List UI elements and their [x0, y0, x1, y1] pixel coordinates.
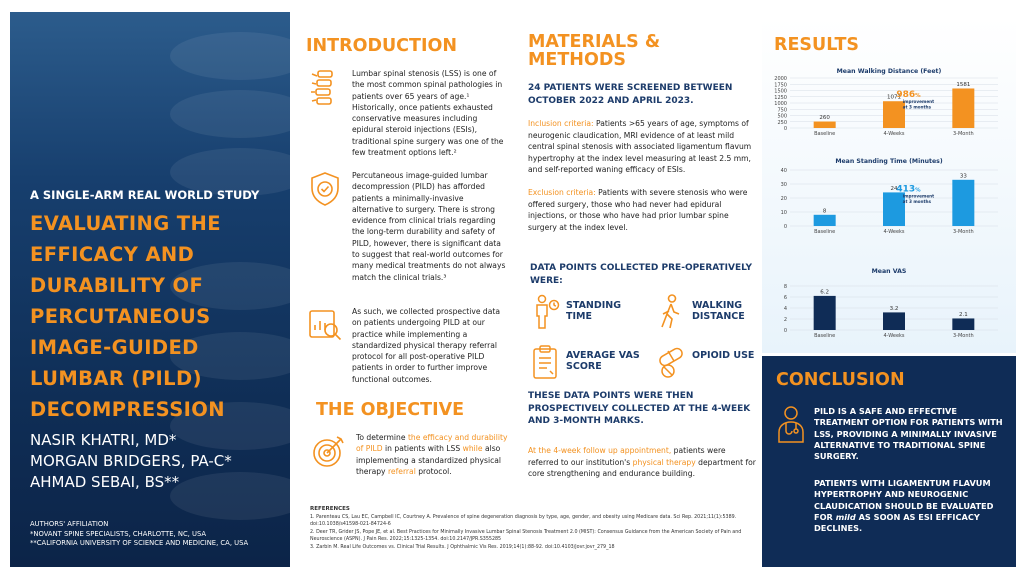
methods-heading — [528, 33, 660, 69]
title-panel — [10, 12, 290, 567]
title-line: DURABILITY OF — [30, 274, 204, 297]
exclusion-text: Patients with severe stenosis who were offered surgery, those who had never had epidural injections, or those who have had prior lumbar spine surgery at the index level. — [528, 188, 748, 232]
methods-heading-line: METHODS — [528, 50, 626, 70]
follow-up-highlight: physical therapy — [632, 457, 696, 467]
y-tick-label: 40 — [780, 168, 787, 174]
author: NASIR KHATRI, MD* — [30, 431, 177, 449]
intro-paragraph: Percutaneous image-guided lumbar decompression (PILD) has afforded patients a minimally-invasive alternative to surgery. There is strong evidence from clinical trials regarding the long-term durability and safety of PILD, however, there is significant data to suggest that real-world outcomes for many medical treatments do not always match the clinical trials.³ — [352, 171, 506, 282]
conclusion-paragraph — [814, 478, 1010, 534]
y-tick-label: 0 — [783, 224, 787, 230]
y-tick-label: 0 — [783, 126, 787, 132]
annotation-value: 413% — [896, 184, 921, 195]
objective-heading: THE OBJECTIVE — [316, 400, 465, 420]
y-tick-label: 1750 — [774, 82, 787, 89]
y-tick-label: 10 — [780, 210, 787, 216]
y-tick-label: 4 — [783, 306, 787, 312]
objective-block — [310, 432, 510, 492]
y-tick-label: 30 — [780, 182, 787, 188]
follow-up-highlight: At the 4-week follow up appointment, — [528, 446, 672, 455]
objective-text-part: To determine — [356, 433, 408, 442]
data-point-label: STANDING TIME — [566, 300, 622, 322]
x-tick-label: 4-Weeks — [883, 229, 905, 235]
x-tick-label: 3-Month — [952, 131, 974, 137]
conclusion-emphasis: mild — [835, 511, 856, 522]
y-tick-label: 1250 — [774, 94, 787, 101]
objective-text — [356, 432, 510, 477]
objective-text-part: in patients with LSS — [382, 444, 463, 454]
y-tick-label: 0 — [783, 328, 787, 334]
data-label: 2.1 — [958, 311, 968, 318]
introduction-heading: INTRODUCTION — [306, 36, 457, 56]
y-tick-label: 1000 — [774, 101, 787, 107]
x-tick-label: 3-Month — [952, 229, 974, 235]
data-points-heading: DATA POINTS COLLECTED PRE-OPERATIVELY WERE: — [530, 263, 752, 286]
intro-block — [306, 170, 506, 300]
follow-up-text-part: department for core strengthening and endurance building. — [528, 457, 756, 478]
data-label: 8 — [822, 208, 827, 215]
screening-statement: 24 PATIENTS WERE SCREENED BETWEEN OCTOBER 2022 AND APRIL 2023. — [528, 83, 733, 106]
reference-item: 1. Parenteau CS, Lau EC, Campbell IC, Courtney A. Prevalence of spine degeneration diagnosis by type, age, gender, and obesity using Medicare data. Sci Rep. 2021;11(1):5389. doi:10.1038/s41598-021-84724-6 — [310, 514, 737, 528]
data-label: 260 — [819, 115, 830, 121]
y-tick-label: 500 — [777, 113, 787, 120]
follow-up-text-part: patients were referred to our institution's — [528, 446, 726, 467]
references-title: REFERENCES — [310, 506, 350, 512]
data-label: 1071 — [887, 94, 901, 101]
data-point-opioid — [656, 344, 766, 384]
title-line: IMAGE-GUIDED — [30, 336, 199, 359]
spine-icon — [306, 68, 344, 106]
data-label: 24 — [890, 185, 898, 192]
results-heading: RESULTS — [774, 35, 860, 55]
title-line: EVALUATING THE — [30, 212, 221, 235]
conclusion-paragraph: PILD IS A SAFE AND EFFECTIVE TREATMENT OPTION FOR PATIENTS WITH LSS, PROVIDING A MINIMALLY INVASIVE ALTERNATIVE TO TRADITIONAL SPINE SURGERY. — [814, 406, 1003, 462]
x-tick-label: Baseline — [814, 229, 836, 235]
authors — [30, 430, 232, 493]
walking-distance-chart — [762, 64, 1016, 150]
standing-person-icon — [530, 294, 560, 330]
reference-item: 3. Zarbin M. Real Life Outcomes vs. Clinical Trial Results. J Ophthalmic Vis Res. 2019;14(1):88-92. doi:10.4103/jovr.jovr_279_18 — [310, 544, 615, 550]
affiliation-line: *NOVANT SPINE SPECIALISTS, CHARLOTTE, NC, USA — [30, 529, 207, 538]
data-label: 3.2 — [889, 305, 899, 312]
data-label: 1581 — [956, 81, 971, 88]
y-tick-label: 2 — [783, 317, 787, 323]
y-tick-label: 250 — [777, 119, 787, 126]
annotation-value: 986% — [896, 90, 921, 100]
objective-text-part: also implementing a standardized physical therapy — [356, 444, 502, 476]
objective-highlight: referral — [387, 466, 416, 476]
doctor-icon — [776, 404, 806, 444]
data-analysis-icon — [306, 306, 344, 344]
y-tick-label: 1500 — [774, 88, 787, 95]
affiliation-line: **CALIFORNIA UNIVERSITY OF SCIENCE AND MEDICINE, CA, USA — [30, 539, 249, 547]
title-line: PERCUTANEOUS — [30, 305, 211, 328]
shield-check-icon — [306, 170, 344, 208]
pill-icon — [656, 344, 686, 380]
inclusion-criteria — [528, 118, 756, 176]
x-tick-label: 4-Weeks — [883, 131, 905, 137]
y-tick-label: 2000 — [774, 76, 787, 82]
data-point-label: OPIOID USE — [692, 350, 755, 361]
target-icon — [310, 432, 348, 470]
spine-shape — [170, 32, 290, 80]
data-point-walking — [656, 294, 766, 334]
annotation-text: at 3 months — [902, 104, 932, 110]
bar — [952, 180, 974, 226]
title-line: LUMBAR (PILD) — [30, 367, 202, 390]
bar — [814, 122, 836, 129]
poster-title — [30, 208, 285, 425]
chart-title: Mean VAS — [871, 268, 907, 275]
objective-text-part: protocol. — [415, 466, 452, 476]
data-point-label: AVERAGE VAS SCORE — [566, 350, 640, 372]
collection-statement: THESE DATA POINTS WERE THEN PROSPECTIVELY COLLECTED AT THE 4-WEEK AND 3-MONTH MARKS. — [528, 391, 751, 426]
conclusion-text-part: PATIENTS WITH LIGAMENTUM FLAVUM HYPERTROPHY AND NEUROGENIC CLAUDICATION SHOULD BE EVALUATED FOR — [814, 478, 994, 522]
bar — [952, 88, 974, 128]
affiliation — [30, 520, 248, 549]
objective-highlight: the efficacy and durability of PILD — [356, 433, 508, 454]
intro-paragraph: Lumbar spinal stenosis (LSS) is one of the most common spinal pathologies in patients over 65 years of age.¹ Historically, once patients exhausted conservative measures including epidural steroid injections (ESIs), traditional spine surgery was one of the few treatment options left.² — [352, 69, 504, 158]
title-line: EFFICACY AND — [30, 243, 195, 266]
y-tick-label: 8 — [783, 284, 787, 290]
bar — [952, 318, 974, 330]
annotation-text: at 3 months — [902, 198, 932, 204]
follow-up-text — [528, 445, 758, 480]
author: MORGAN BRIDGERS, PA-C* — [30, 452, 232, 470]
annotation-text: improvement — [902, 99, 935, 104]
conclusion-text-part: AS SOON AS ESI EFFICACY DECLINES. — [814, 511, 980, 534]
x-tick-label: Baseline — [814, 131, 836, 137]
objective-highlight: while — [462, 444, 483, 454]
intro-paragraph: As such, we collected prospective data on patients undergoing PILD at our practice while implementing a standardized physical therapy referral protocol for all post-operative PILD patients in order to further improve functional outcomes. — [352, 307, 501, 384]
walking-person-icon — [656, 294, 686, 330]
x-tick-label: 4-Weeks — [883, 333, 905, 339]
chart-title: Mean Standing Time (Minutes) — [835, 158, 943, 165]
clipboard-icon — [530, 344, 560, 380]
reference-item: 2. Deer TR, Grider JS, Pope JE, et al. Best Practices for Minimally Invasive Lumbar Spinal Stenosis Treatment 2.0 (MIST): Consensus Guidance from the American Society of Pain and Neuroscience (ASPN). J Pain Res. 2022;15:1325-1354. doi:10.2147/JPR.S355285 — [310, 529, 742, 543]
y-tick-label: 20 — [780, 196, 787, 202]
data-label: 33 — [959, 173, 967, 180]
study-subtitle: A SINGLE-ARM REAL WORLD STUDY — [30, 188, 260, 202]
exclusion-label: Exclusion criteria: — [528, 188, 596, 197]
chart-title: Mean Walking Distance (Feet) — [836, 68, 942, 75]
affiliation-heading: AUTHORS' AFFILIATION — [30, 520, 109, 528]
intro-block — [306, 68, 506, 168]
vas-chart — [762, 264, 1016, 348]
bar — [814, 215, 836, 226]
conclusion-panel — [762, 356, 1016, 567]
data-point-standing — [530, 294, 640, 334]
inclusion-label: Inclusion criteria: — [528, 119, 594, 128]
author: AHMAD SEBAI, BS** — [30, 473, 180, 491]
exclusion-criteria — [528, 187, 756, 233]
bar — [814, 296, 836, 330]
inclusion-text: Patients >65 years of age, symptoms of neurogenic claudication, MRI evidence of at least mild central spinal stenosis with associated ligamentum flavum hypertrophy at the index level measuring at least 2.5 mm, and self-reported waning efficacy of ESIs. — [528, 119, 752, 174]
y-tick-label: 750 — [777, 107, 787, 114]
annotation-text: improvement — [902, 193, 935, 199]
bar — [883, 312, 905, 330]
data-point-label: WALKING DISTANCE — [692, 300, 745, 322]
intro-block — [306, 306, 506, 396]
conclusion-heading: CONCLUSION — [776, 370, 905, 390]
data-label: 6.2 — [820, 289, 830, 296]
x-tick-label: 3-Month — [952, 333, 974, 339]
spine-shape — [170, 90, 290, 138]
references — [310, 506, 770, 552]
methods-heading-line: MATERIALS & — [528, 32, 661, 52]
standing-time-chart — [762, 154, 1016, 246]
y-tick-label: 6 — [783, 295, 787, 301]
data-point-vas — [530, 344, 640, 384]
title-line: DECOMPRESSION — [30, 398, 225, 421]
x-tick-label: Baseline — [814, 333, 836, 339]
